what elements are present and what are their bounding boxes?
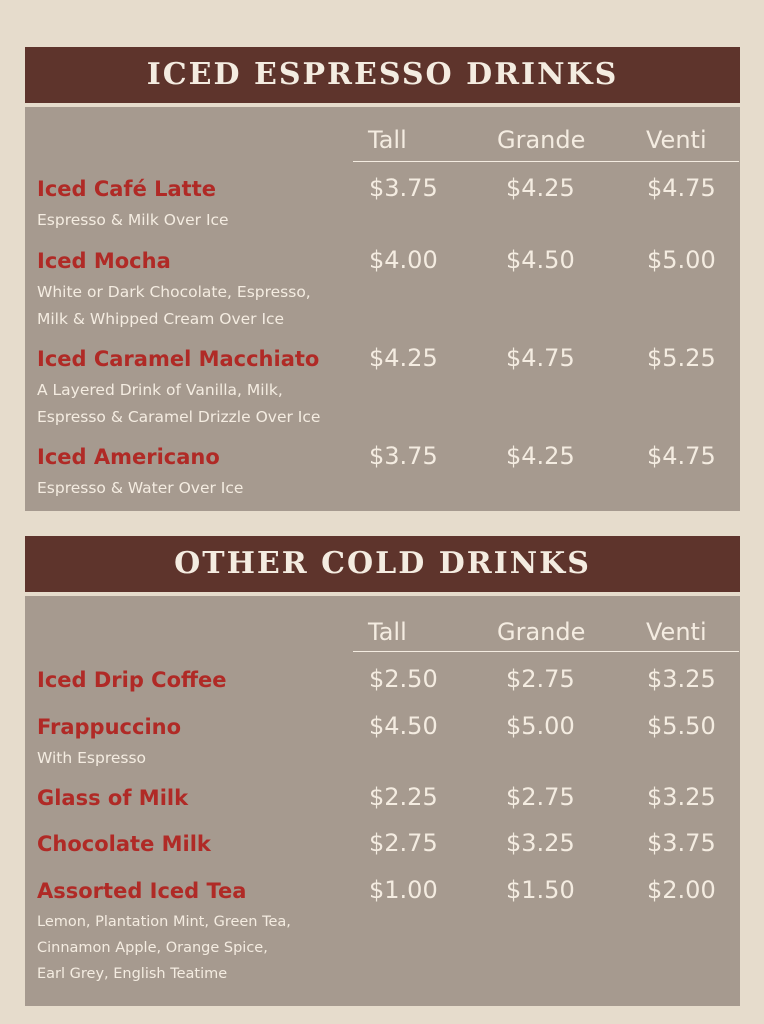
price-grande: $2.75 [506, 783, 575, 811]
item-description [37, 279, 367, 333]
item-description [37, 207, 367, 234]
item-description [37, 745, 367, 772]
price-grande: $2.75 [506, 665, 575, 693]
description-line: Espresso & Water Over Ice [37, 479, 244, 497]
section-title: OTHER COLD DRINKS [25, 536, 740, 592]
header-divider [353, 651, 739, 652]
price-grande: $4.50 [506, 246, 575, 274]
description-line: Cinnamon Apple, Orange Spice, [37, 940, 268, 956]
price-grande: $3.25 [506, 829, 575, 857]
price-venti: $2.00 [647, 876, 716, 904]
item-description [37, 909, 367, 987]
menu-panel [25, 596, 740, 1006]
size-header-tall: Tall [368, 618, 407, 646]
item-name: Iced Americano [37, 445, 220, 469]
item-name: Glass of Milk [37, 786, 189, 810]
price-tall: $4.25 [369, 344, 438, 372]
menu-panel [25, 107, 740, 511]
price-grande: $5.00 [506, 712, 575, 740]
description-line: Espresso & Caramel Drizzle Over Ice [37, 408, 321, 426]
item-description [37, 377, 367, 431]
item-name: Assorted Iced Tea [37, 879, 247, 903]
price-tall: $3.75 [369, 174, 438, 202]
size-header-venti: Venti [646, 618, 707, 646]
price-venti: $3.25 [647, 665, 716, 693]
size-header-venti: Venti [646, 126, 707, 154]
price-tall: $2.25 [369, 783, 438, 811]
size-header-grande: Grande [497, 618, 586, 646]
description-line: White or Dark Chocolate, Espresso, [37, 283, 311, 301]
item-name: Iced Caramel Macchiato [37, 347, 320, 371]
header-divider [353, 161, 739, 162]
description-line: Lemon, Plantation Mint, Green Tea, [37, 914, 291, 930]
price-grande: $4.25 [506, 442, 575, 470]
price-venti: $4.75 [647, 174, 716, 202]
price-venti: $5.25 [647, 344, 716, 372]
price-grande: $1.50 [506, 876, 575, 904]
size-header-tall: Tall [368, 126, 407, 154]
price-venti: $5.00 [647, 246, 716, 274]
price-venti: $5.50 [647, 712, 716, 740]
size-header-grande: Grande [497, 126, 586, 154]
price-venti: $3.25 [647, 783, 716, 811]
price-tall: $2.50 [369, 665, 438, 693]
price-tall: $3.75 [369, 442, 438, 470]
description-line: Espresso & Milk Over Ice [37, 211, 229, 229]
description-line: With Espresso [37, 749, 147, 767]
item-name: Iced Drip Coffee [37, 668, 227, 692]
item-name: Chocolate Milk [37, 832, 211, 856]
price-tall: $1.00 [369, 876, 438, 904]
description-line: Earl Grey, English Teatime [37, 966, 228, 982]
description-line: Milk & Whipped Cream Over Ice [37, 310, 285, 328]
menu-section-other-cold [25, 536, 740, 1006]
price-tall: $4.00 [369, 246, 438, 274]
description-line: A Layered Drink of Vanilla, Milk, [37, 381, 283, 399]
item-name: Iced Café Latte [37, 177, 216, 201]
item-description [37, 475, 367, 502]
price-tall: $4.50 [369, 712, 438, 740]
price-venti: $3.75 [647, 829, 716, 857]
price-tall: $2.75 [369, 829, 438, 857]
price-grande: $4.75 [506, 344, 575, 372]
price-grande: $4.25 [506, 174, 575, 202]
price-venti: $4.75 [647, 442, 716, 470]
item-name: Frappuccino [37, 715, 182, 739]
item-name: Iced Mocha [37, 249, 171, 273]
menu-section-iced-espresso [25, 47, 740, 511]
section-title: ICED ESPRESSO DRINKS [25, 47, 740, 103]
